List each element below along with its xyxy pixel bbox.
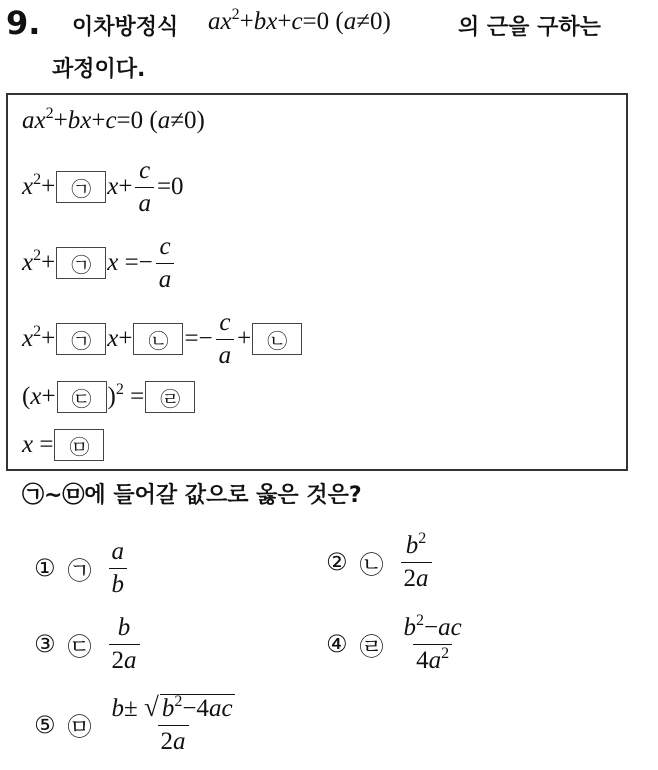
blank-rieul: ㉣ bbox=[145, 381, 195, 413]
blank-mieum: ㉤ bbox=[54, 429, 104, 461]
derivation-box bbox=[6, 93, 628, 471]
option-5-value: b± √ $b^2-4ac$ 2a bbox=[111, 692, 233, 755]
derivation-step-5: (x+ ㉢ )$^2$ = ㉣ bbox=[22, 381, 196, 413]
option-number: ⑤ bbox=[34, 710, 56, 739]
option-number: ④ bbox=[326, 630, 348, 658]
square-root: √ $b^2-4ac$ bbox=[144, 692, 233, 722]
option-symbol: ㉠ bbox=[67, 556, 92, 585]
question-stem-text-2: 의 근을 구하는 bbox=[458, 15, 601, 40]
answer-prompt: ㉠~㉤에 들어갈 값으로 옳은 것은? bbox=[22, 483, 362, 508]
option-symbol: ㉡ bbox=[359, 550, 384, 579]
option-1[interactable] bbox=[34, 538, 130, 598]
question-equation: $ax^2+bx+c=0$ (a≠0) bbox=[208, 6, 391, 35]
option-3-value: $\frac{b}{2a}$ bbox=[109, 614, 140, 674]
fraction-c-over-a: $\frac{c}{a}$ bbox=[216, 309, 235, 369]
question-stem-text-1: 이차방정식 bbox=[72, 15, 179, 40]
blank-giyeok: ㉠ bbox=[56, 247, 106, 279]
option-2-value: $\frac{b^2}{2a}$ bbox=[401, 532, 432, 592]
blank-nieun: ㉡ bbox=[252, 323, 302, 355]
blank-nieun: ㉡ bbox=[133, 323, 183, 355]
blank-giyeok: ㉠ bbox=[56, 323, 106, 355]
derivation-step-6: x = ㉤ bbox=[22, 429, 105, 461]
fraction-c-over-a: $\frac{c}{a}$ bbox=[135, 157, 154, 217]
derivation-step-4: $x^2+$ ㉠ x+ ㉡ =− $\frac{c}{a}$ + ㉡ bbox=[22, 309, 303, 369]
blank-giyeok: ㉠ bbox=[56, 171, 106, 203]
option-symbol: ㉤ bbox=[67, 713, 92, 741]
option-number: ① bbox=[34, 554, 56, 582]
question-number: 9. bbox=[6, 4, 41, 42]
option-symbol: ㉢ bbox=[67, 632, 92, 661]
blank-digeut: ㉢ bbox=[57, 381, 107, 413]
derivation-step-1: $ax^2+bx+c=0$ (a≠0) bbox=[22, 105, 205, 134]
option-2[interactable] bbox=[326, 532, 435, 592]
option-number: ② bbox=[326, 548, 348, 576]
option-number: ③ bbox=[34, 630, 56, 658]
option-4-value: $\frac{b^2-ac}{4a^2}$ bbox=[403, 612, 462, 674]
option-1-value: $\frac{a}{b}$ bbox=[109, 538, 128, 598]
option-3[interactable] bbox=[34, 614, 143, 674]
derivation-step-2: $x^2+$ ㉠ x+ $\frac{c}{a}$ =0 bbox=[22, 157, 184, 217]
option-5[interactable] bbox=[34, 694, 241, 755]
question-stem-text-3: 과정이다. bbox=[52, 57, 146, 82]
derivation-step-3: $x^2+$ ㉠ x =− $\frac{c}{a}$ bbox=[22, 233, 177, 293]
option-4[interactable] bbox=[326, 614, 468, 674]
option-symbol: ㉣ bbox=[359, 632, 384, 661]
fraction-c-over-a: $\frac{c}{a}$ bbox=[156, 233, 175, 293]
